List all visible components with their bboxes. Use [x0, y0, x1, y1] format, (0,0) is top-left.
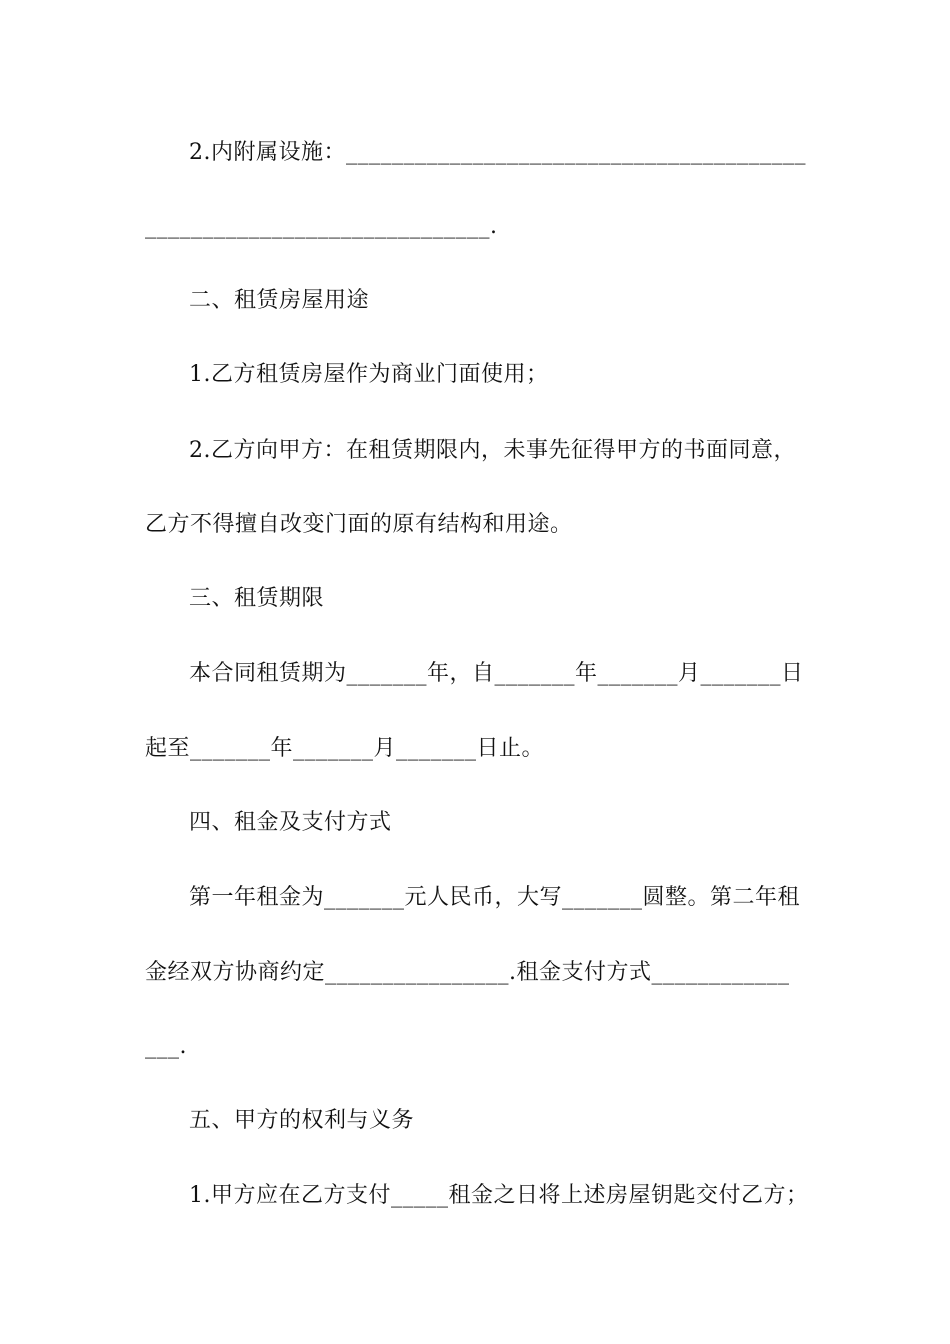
- usage-clause-2-continued: 乙方不得擅自改变门面的原有结构和用途。: [145, 512, 573, 537]
- rent-clause: 第一年租金为_______元人民币，大写_______圆整。第二年租: [189, 885, 801, 910]
- rent-clause-end: ___.: [145, 1034, 187, 1059]
- section-heading-usage: 二、租赁房屋用途: [189, 288, 370, 313]
- term-clause-continued: 起至_______年_______月_______日止。: [145, 736, 545, 761]
- usage-clause-2: 2.乙方向甲方：在租赁期限内，未事先征得甲方的书面同意，: [189, 438, 796, 463]
- section-heading-rent: 四、租金及支付方式: [189, 810, 392, 835]
- term-clause: 本合同租赁期为_______年，自_______年_______月_______日: [189, 661, 804, 686]
- rent-clause-continued: 金经双方协商约定________________.租金支付方式____________: [145, 960, 790, 985]
- lessor-clause-1: 1.甲方应在乙方支付_____租金之日将上述房屋钥匙交付乙方；: [189, 1183, 809, 1208]
- section-heading-lessor-rights: 五、甲方的权利与义务: [189, 1108, 415, 1133]
- clause-facilities: 2.内附属设施：________________________________________: [189, 140, 806, 165]
- section-heading-term: 三、租赁期限: [189, 586, 325, 611]
- clause-facilities-continued: ______________________________.: [145, 214, 498, 239]
- usage-clause-1: 1.乙方租赁房屋作为商业门面使用；: [189, 362, 549, 387]
